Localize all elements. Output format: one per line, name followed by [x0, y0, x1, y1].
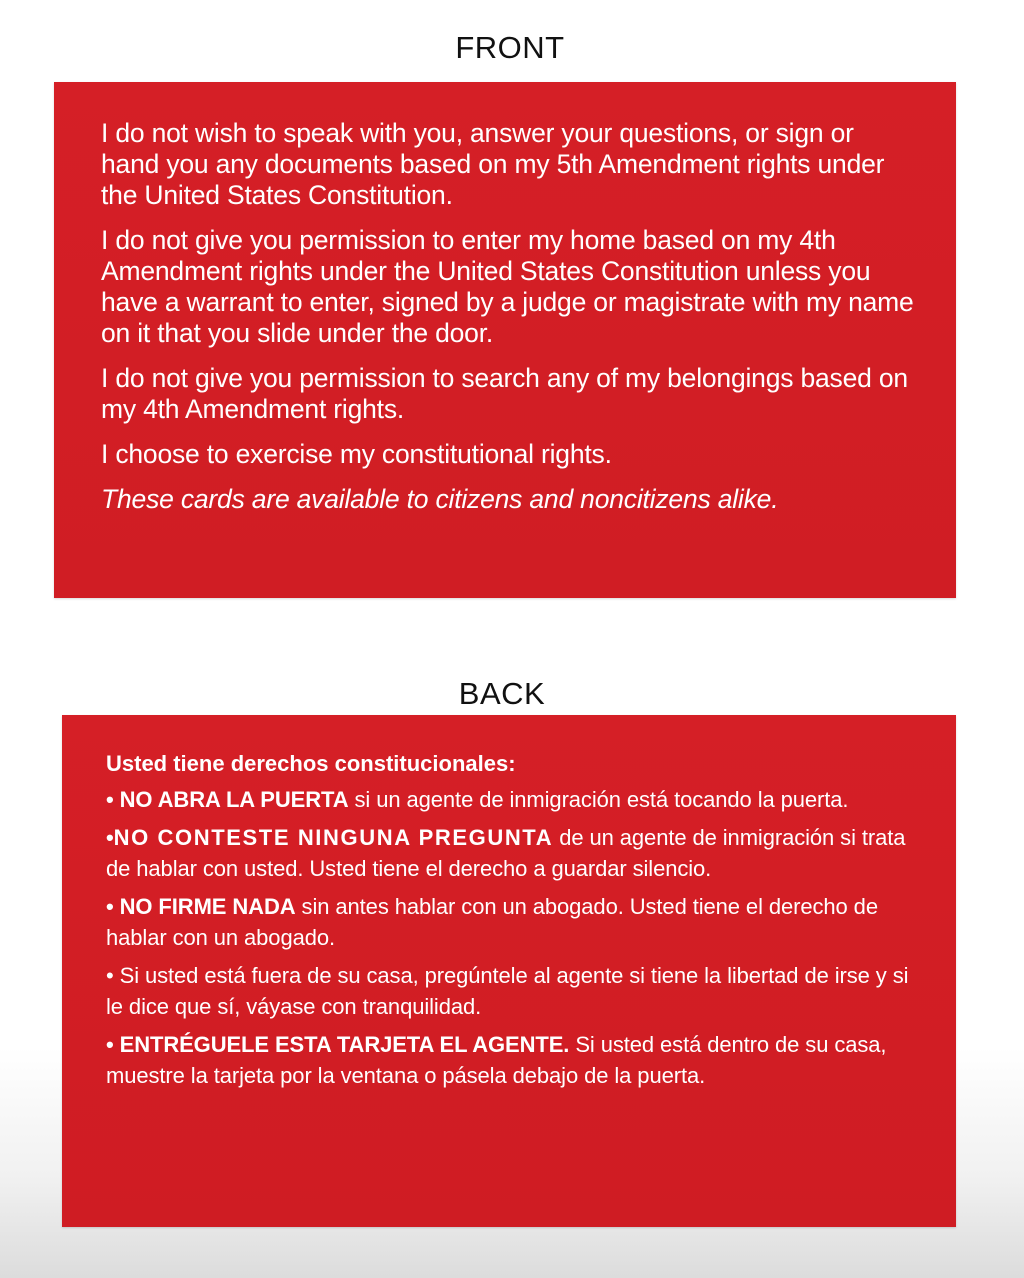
item-text: Si usted está fuera de su casa, pregúntele al agente si tiene la libertad de irse y si le dice que sí, váyase con tranquilidad.: [106, 963, 909, 1019]
item-lead: NO FIRME NADA: [119, 894, 296, 919]
bullet: •: [106, 963, 114, 988]
bullet: •: [106, 1032, 114, 1057]
front-closing-note: These cards are available to citizens and noncitizens alike.: [101, 484, 779, 514]
item-lead: NO CONTESTE NINGUNA PREGUNTA: [113, 825, 554, 850]
item-lead: ENTRÉGUELE ESTA TARJETA EL AGENTE.: [119, 1032, 570, 1057]
item-lead: NO ABRA LA PUERTA: [119, 787, 349, 812]
back-card: [62, 715, 956, 1227]
front-paragraph-search: I do not give you permission to search any of my belongings based on my 4th Amendment rights.: [101, 363, 908, 424]
item-text: de un agente de inmigración si trata de hablar con usted. Usted tiene el derecho a guardar silencio.: [106, 825, 906, 881]
back-item-fuera-de-casa: [106, 960, 916, 1022]
back-item-no-abra: [106, 784, 916, 815]
front-paragraph-exercise-rights: I choose to exercise my constitutional rights.: [101, 439, 612, 469]
front-paragraph-5th-amendment: I do not wish to speak with you, answer your questions, or sign or hand you any documents based on my 5th Amendment rights under the United States Constitution.: [101, 118, 885, 210]
item-text: sin antes hablar con un abogado. Usted tiene el derecho de hablar con un abogado.: [106, 894, 878, 950]
bullet: •: [106, 787, 114, 812]
front-paragraph-home-entry: I do not give you permission to enter my home based on my 4th Amendment rights under the United States Constitution unless you have a warrant to enter, signed by a judge or magistrate with my name on it that you slide under the door.: [101, 225, 914, 348]
back-item-no-firme: [106, 891, 916, 953]
front-heading: FRONT: [455, 30, 565, 65]
bullet: •: [106, 894, 114, 919]
front-card: [54, 82, 956, 598]
back-item-entreguele: [106, 1029, 916, 1091]
item-text: si un agente de inmigración está tocando la puerta.: [348, 787, 849, 812]
back-heading: BACK: [458, 676, 546, 711]
back-title: Usted tiene derechos constitucionales:: [106, 751, 516, 776]
item-text: Si usted está dentro de su casa, muestre la tarjeta por la ventana o pásela debajo de la puerta.: [106, 1032, 887, 1088]
back-item-no-conteste: [106, 822, 916, 884]
bullet: •: [106, 825, 114, 850]
